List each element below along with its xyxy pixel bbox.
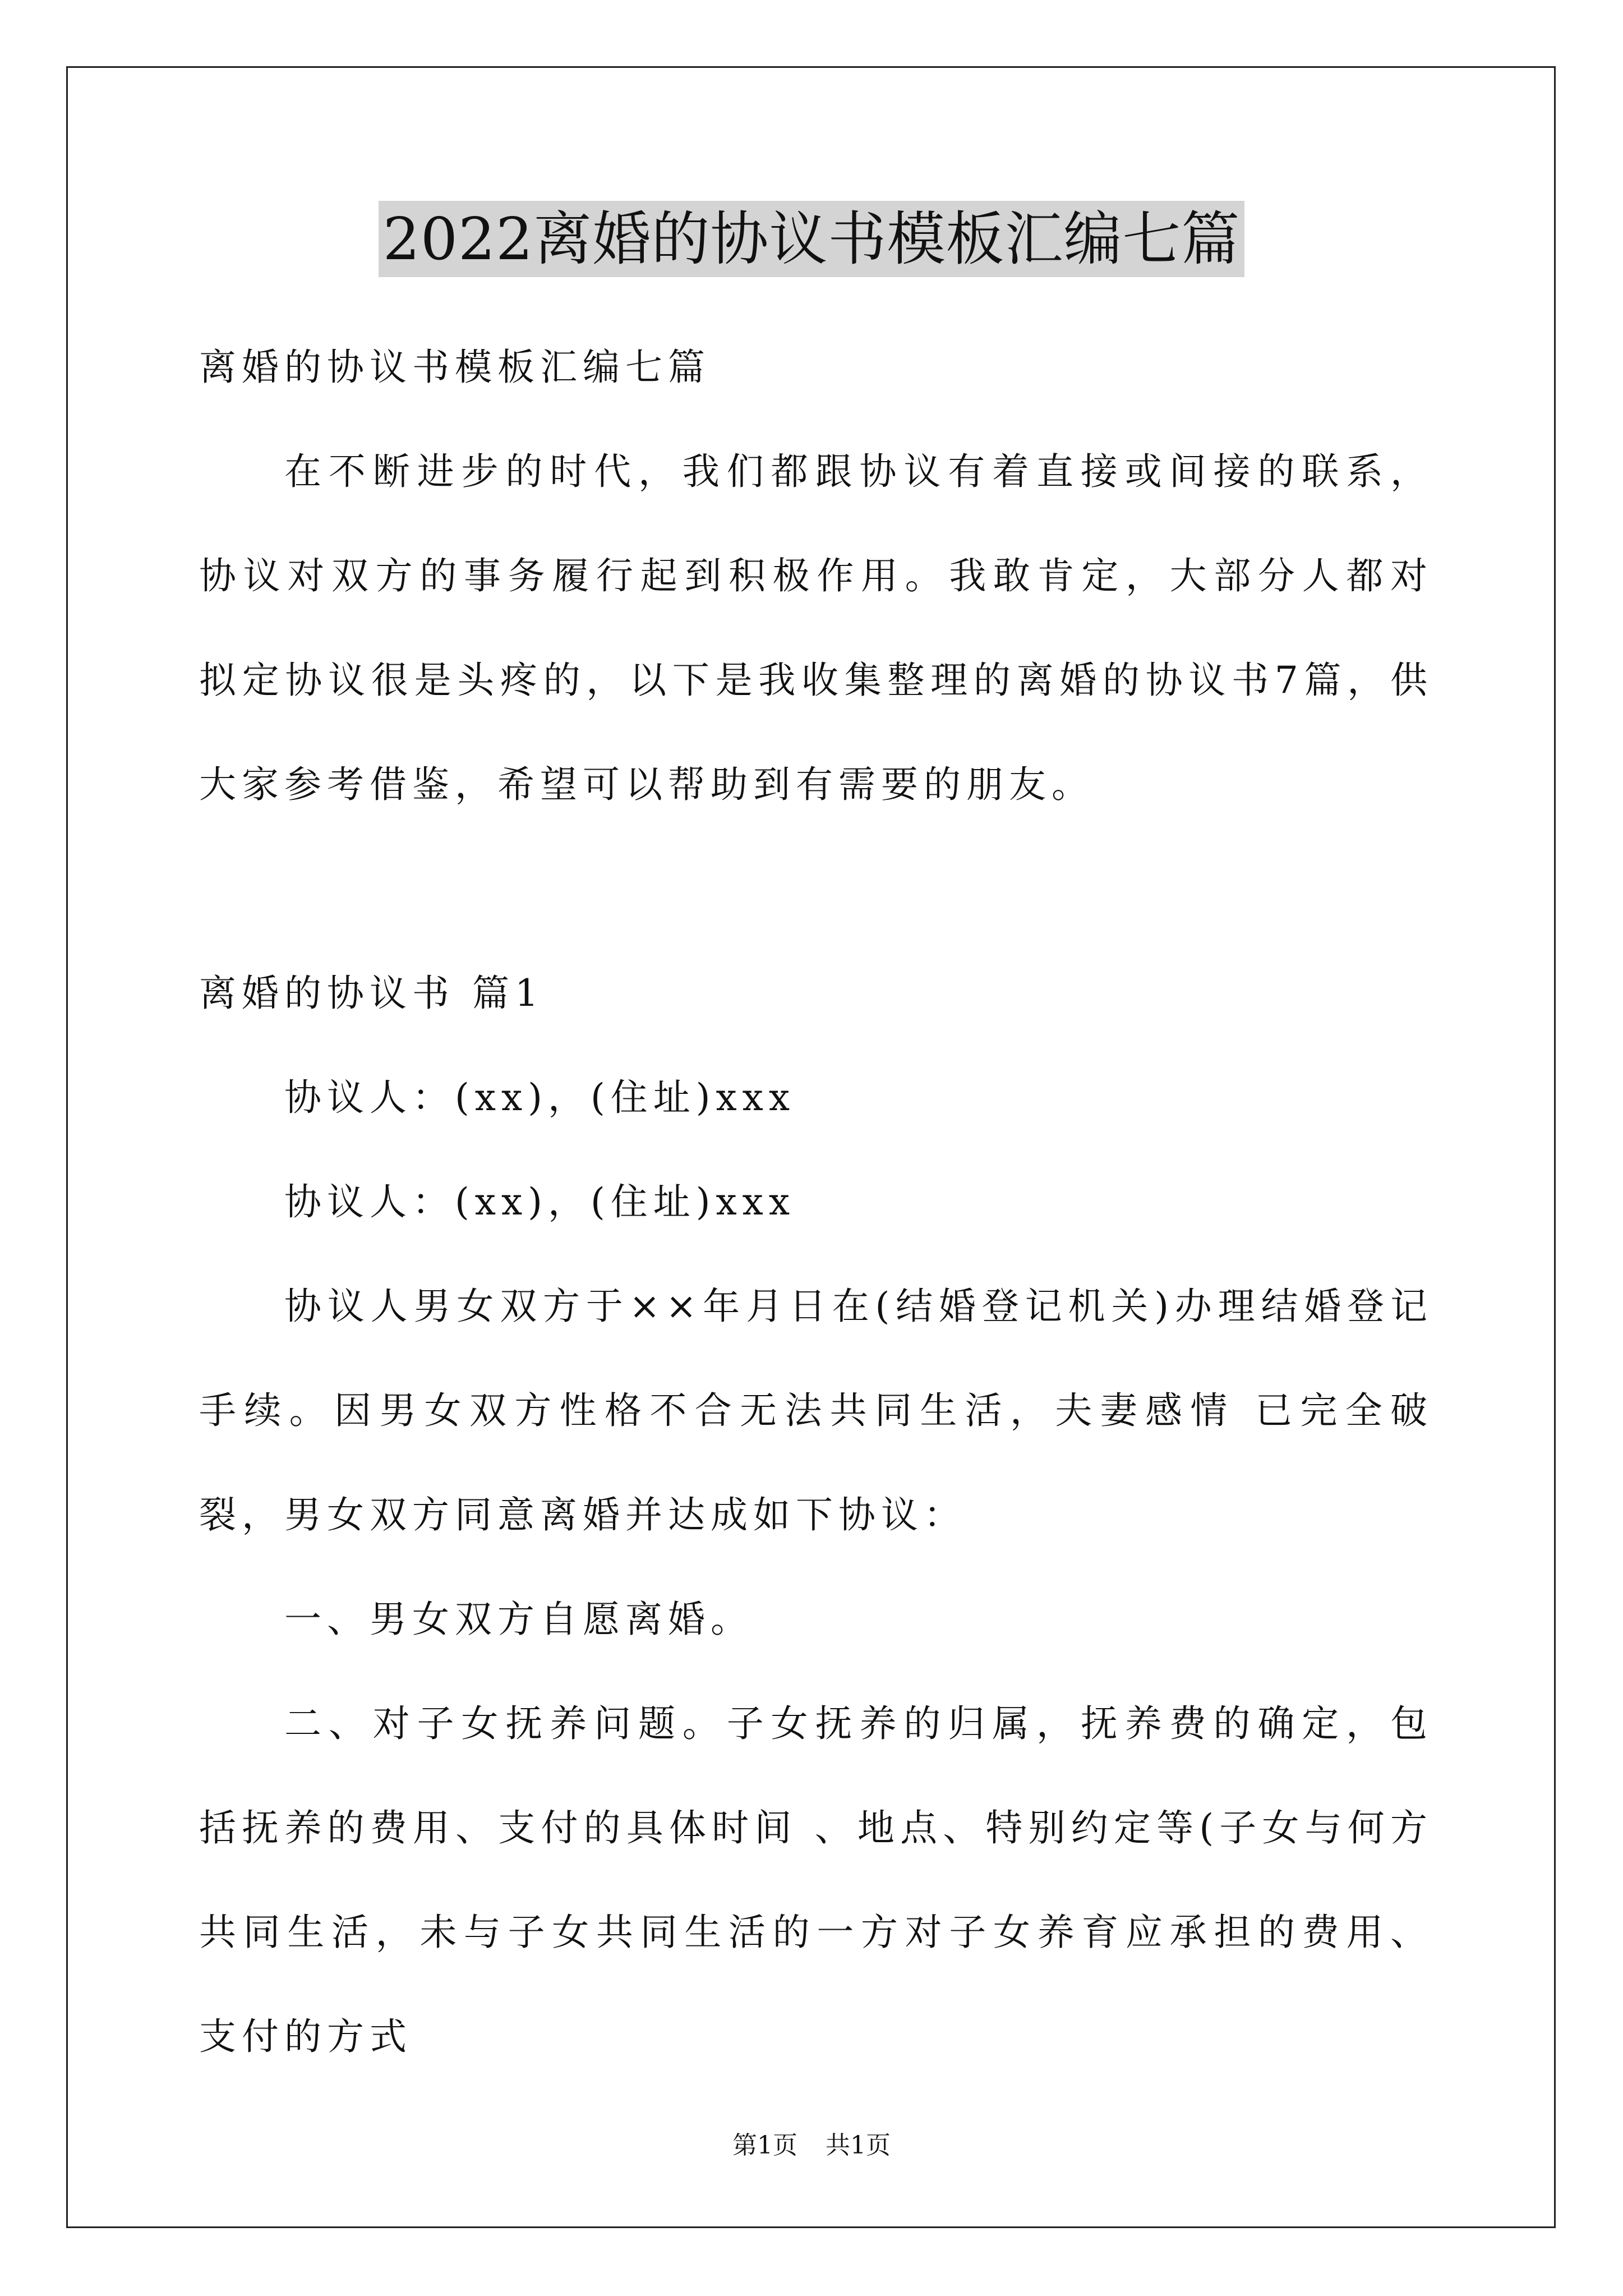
document-subtitle: 离婚的协议书模板汇编七篇 [199,346,711,389]
clause-2: 二、对子女抚养问题。子女抚养的归属，抚养费的确定，包括抚养的费用、支付的具体时间 、地点、特别约定等(子女与何方共同生活，未与子女共同生活的一方对子女养育应承担的费用、支付的方式 [199,1702,1433,2058]
page-count: 共1页 [826,2131,891,2160]
page-number: 第1页 [732,2131,797,2160]
agreement-preamble: 协议人男女双方于××年月日在(结婚登记机关)办理结婚登记手续。因男女双方性格不合无法共同生活，夫妻感情 已完全破裂，男女双方同意离婚并达成如下协议： [199,1285,1433,1536]
title-container [0,201,1623,277]
document-title: 2022离婚的协议书模板汇编七篇 [379,201,1245,277]
document-body [199,315,1433,2089]
clause-1: 一、男女双方自愿离婚。 [284,1598,753,1641]
party-line-1: 协议人：(xx)，(住址)xxx [284,1076,796,1119]
intro-paragraph: 在不断进步的时代，我们都跟协议有着直接或间接的联系，协议对双方的事务履行起到积极作用。我敢肯定，大部分人都对拟定协议很是头疼的，以下是我收集整理的离婚的协议书7篇，供大家参考借鉴，希望可以帮助到有需要的朋友。 [199,450,1433,806]
section-heading: 离婚的协议书 篇1 [199,972,544,1015]
page-footer [0,2129,1623,2162]
party-line-2: 协议人：(xx)，(住址)xxx [284,1180,796,1223]
